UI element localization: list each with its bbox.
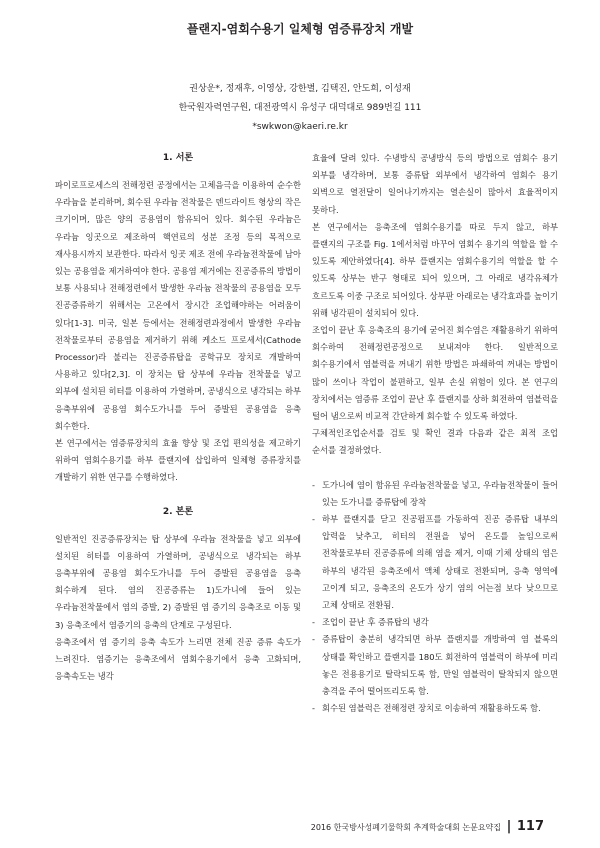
main-paragraph-1: 일반적인 진공증류장치는 탑 상부에 우라늄 전착물을 넣고 외부에 설치된 히터를 이용하여 가열하며, 공냉식으로 냉각되는 하부 응축부위에 공용염 회수도가니를 두어 증발된 공용염을 응축 회수하게 된다. 염의 진공증류는 1)도가니에 들어 있는 우라늄전착물에서 염의 증발, 2) 증발된 염 증기의 응축조로 이동 및 3) 응축조에서 염증기의 응축의 단계로 구성된다. <box>55 533 301 630</box>
section-heading-intro: 1. 서론 <box>162 153 194 163</box>
main-paragraph-5: 구체적인조업순서를 검토 및 확인 결과 다음과 같은 최적 조업 순서를 결정하였다. <box>312 428 558 456</box>
main-paragraph-2-part-2: 효율에 달려 있다. 수냉방식 공냉방식 등의 방법으로 염회수 용기 외부를 냉각하며, 보통 증류탑 외부에서 냉각하여 염회수 용기 외벽으로 열전달이 일어나기까지는 열손실이 많아서 효율적이지 못하다. <box>312 153 558 215</box>
conference-name: 2016 한국방사성폐기물학회 추계학술대회 논문요약집 <box>310 823 502 832</box>
section-heading-main: 2. 본론 <box>162 506 194 517</box>
intro-paragraph-2: 본 연구에서는 염증류장치의 효율 향상 및 조업 편의성을 제고하기 위하여 염회수용기를 하부 플랜지에 삽입하여 일체형 증류장치를 개발하기 위한 연구를 수행하였다. <box>55 438 301 483</box>
list-item: - 조업이 끝난 후 증류탑의 냉각 <box>312 614 558 631</box>
page-number: 117 <box>516 819 544 834</box>
main-paragraph-4: 조업이 끝난 후 응축조의 용기에 굳어진 회수염은 재활용하기 위하여 회수하여 전해정련공정으로 보내져야 한다. 일반적으로 회수용기에서 염블럭을 꺼내기 위한 방법은 파쇄하여 꺼내는 방법이 많이 쓰이나 작업이 불편하고, 일부 손실 위험이 있다. 본 연구의 장치에서는 염증류 조업이 끝난 후 플랜지를 상하 회전하여 염블럭을 털어 냄으로써 비교적 간단하게 회수할 수 있도록 하였다. <box>312 325 558 422</box>
author-email: *swkwon@kaeri.re.kr <box>252 122 348 132</box>
list-item: - 증류탑이 충분히 냉각되면 하부 플랜지를 개방하여 염 블록의 상태를 확인하고 플랜지를 180도 회전하여 염블럭이 하부에 미리 놓은 전용용기로 탈락되도록 함, 만일 염블럭이 탈착되지 않으면 충격을 주어 떨어뜨리도록 함. <box>312 631 558 700</box>
list-item: - 도가니에 염이 함유된 우라늄전착물을 넣고, 우라늄전착물이 들어 있는 도가니를 증류탑에 장착 <box>312 477 558 511</box>
author-block <box>0 80 600 137</box>
main-paragraph-2-part-1: 응축조에서 염 증기의 응축 속도가 느리면 전체 진공 증류 속도가 느려진다. 염증기는 응축조에서 염회수용기에서 응축 고화되며, 응축속도는 냉각 <box>55 636 301 682</box>
list-item: - 회수된 염블럭은 전해정련 장치로 이송하여 재활용하도록 함. <box>312 700 558 717</box>
author-affiliation: 한국원자력연구원, 대전광역시 유성구 대덕대로 989번길 111 <box>178 103 422 113</box>
procedure-list <box>312 477 558 718</box>
right-column <box>312 150 558 718</box>
list-item: - 하부 플랜지를 닫고 진공펌프를 가동하여 진공 증류탑 내부의 압력을 낮추고, 히터의 전원을 넣어 온도를 높임으로써 전착물로부터 진공증류에 의해 염을 제거, 이때 기체 상태의 염은 하부의 냉각된 응축조에서 액체 상태로 전환되며, 응축 영역에 고이게 되고, 응축조의 온도가 상기 염의 어는점 보다 낮으므로 고체 상태로 전환됨. <box>312 511 558 614</box>
footer-separator: | <box>506 819 512 834</box>
paper-title: 플랜지-염회수용기 일체형 염증류장치 개발 <box>186 22 414 36</box>
intro-paragraph-1: 파이로프로세스의 전해정련 공정에서는 고체음극을 이용하여 순수한 우라늄을 분리하며, 회수된 우라늄 전착물은 덴드라이트 형상의 작은 크기이며, 많은 양의 공용염이 함유되어 있다. 회수된 우라늄은 우라늄 잉곳으로 제조하여 핵연료의 성분 조정 등의 목적으로 재사용시까지 보관한다. 따라서 잉곳 제조 전에 우라늄전착물에 남아 있는 공용염을 제거하여야 한다. 공용염 제거에는 진공증류의 방법이 보통 사용되나 전해정련에서 발생한 우라늄 전착물의 공용염을 모두 진공증류하기 위해서는 고온에서 장시간 조업해야하는 어려움이 있다[1-3]. 미국, 일본 등에서는 전해정련과정에서 발생한 우라늄 전착물로부터 공용염을 제거하기 위해 케소드 프로세서(Cathode Processor)라 불리는 진공증류탑을 공학규모 장치로 개발하여 사용하고 있다[2,3]. 이 장치는 탑 상부에 우라늄 전착물을 넣고 외부에 설치된 히터를 이용하여 가열하며, 공냉식으로 냉각되는 하부 응축부위에 공용염 회수도가니를 두어 증발된 공용염을 응축 회수한다. <box>55 180 301 431</box>
page-footer <box>311 819 544 834</box>
main-paragraph-3: 본 연구에서는 응축조에 염회수용기를 따로 두지 않고, 하부 플랜지의 구조를 Fig. 1에서처럼 바꾸어 염회수 용기의 역할을 할 수 있도록 제안하였다[4]. 하부 플랜지는 염회수용기의 역할을 할 수 있도록 상부는 반구 형태로 되어 있으며, 그 아래로 냉각유체가 흐르도록 이중 구조로 되어있다. 상부판 아래로는 냉각효과를 높이기 위해 냉각핀이 설치되어 있다. <box>312 221 558 318</box>
left-column <box>55 150 301 685</box>
author-names: 권상운*, 정재후, 이영상, 강한별, 김택진, 안도희, 이성재 <box>189 84 411 94</box>
